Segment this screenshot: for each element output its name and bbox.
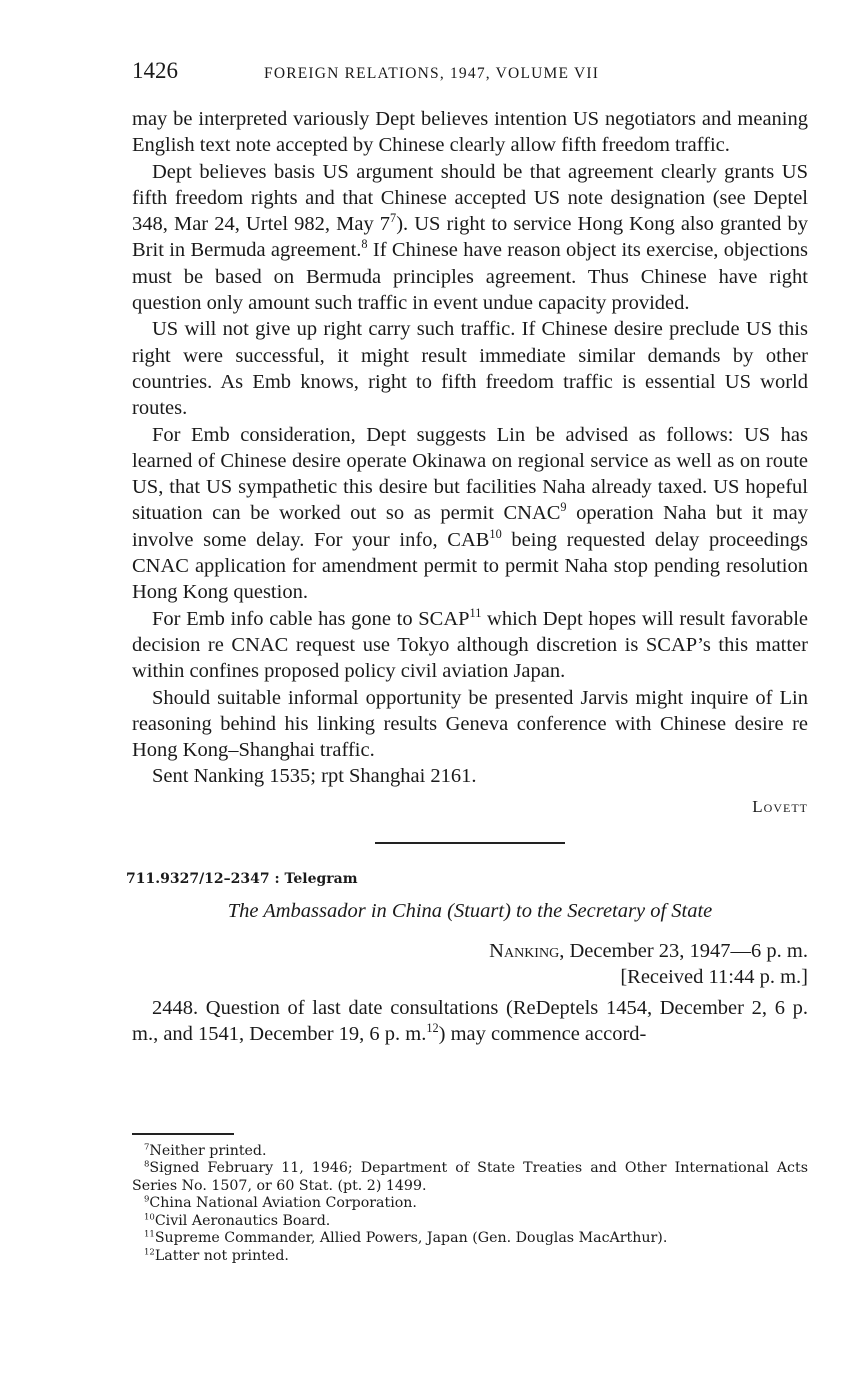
- paragraph-text: US will not give up right carry such traffic. If Chinese desire preclude US this right were successful, it might result immediate similar demands by other countries. As Emb knows, right to fifth freedom traffic is essential US world routes.: [132, 318, 808, 420]
- paragraph-text: Should suitable informal opportunity be presented Jarvis might inquire of Lin reasoning behind his linking results Geneva conference with Chinese desire re Hong Kong–Shanghai traffic.: [132, 686, 808, 762]
- paragraph-text: being requested delay proceedings CNAC application for amendment permit to permit Naha stop pending resolution Hong Kong question.: [132, 528, 808, 604]
- footnote-mark: 8: [144, 1159, 150, 1170]
- dateline: [132, 938, 808, 964]
- footnote-text: Supreme Commander, Allied Powers, Japan (Gen. Douglas MacArthur).: [154, 1230, 668, 1246]
- footnote-ref: 12: [426, 1021, 439, 1036]
- footnote: [132, 1230, 808, 1248]
- signature: Lovett: [752, 796, 808, 816]
- footnotes: [132, 1133, 808, 1265]
- document-title: The Ambassador in China (Stuart) to the Secretary of State: [227, 899, 713, 922]
- paragraph: [132, 159, 808, 317]
- footnote: [132, 1143, 808, 1161]
- file-number: 711.9327/12–2347 : Telegram: [126, 870, 358, 887]
- paragraph: [132, 763, 808, 789]
- footnote-text: China National Aviation Corporation.: [149, 1195, 417, 1211]
- dateline-date: , December 23, 1947—6 p. m.: [559, 940, 808, 963]
- paragraph-text: For Emb info cable has gone to SCAP: [152, 607, 470, 630]
- footnote: [132, 1160, 808, 1195]
- page-number: 1426: [132, 58, 178, 83]
- dateline-place: Nanking: [489, 940, 560, 963]
- paragraph-text: Sent Nanking 1535; rpt Shanghai 2161.: [152, 765, 477, 788]
- footnote: [132, 1213, 808, 1231]
- section-divider: [375, 842, 565, 844]
- paragraph-text: For Emb consideration, Dept suggests Lin be advised as follows: US has learned of Chinese desire operate Okinawa on regional service as well as on route US, that US sympathetic this desire but facilities Naha already taxed. US hopeful situation can be worked out so as permit CNAC: [132, 423, 808, 525]
- footnote-text: Signed February 11, 1946; Department of State Treaties and Other International Acts Series No. 1507, or 60 Stat. (pt. 2) 1499.: [132, 1160, 808, 1194]
- footnote-mark: 12: [144, 1246, 155, 1257]
- paragraph-text: 2448. Question of last date consultations (ReDeptels 1454, December 2, 6 p. m., and 1541, December 19, 6 p. m.: [132, 996, 808, 1045]
- footnote-divider: [132, 1133, 234, 1135]
- received-line: [Received 11:44 p. m.]: [620, 966, 808, 989]
- footnote-text: Latter not printed.: [154, 1247, 289, 1264]
- footnote-ref: 7: [390, 211, 397, 226]
- footnote-mark: 7: [144, 1141, 150, 1152]
- paragraph-text: operation Naha but it may involve some delay. For your info, CAB: [132, 502, 808, 551]
- paragraph-text: ) may commence accord-: [438, 1023, 647, 1045]
- footnote-mark: 10: [144, 1211, 155, 1222]
- body-text: [126, 106, 809, 1047]
- footnote: [132, 1248, 808, 1266]
- footnote-mark: 9: [144, 1194, 150, 1205]
- paragraph: [132, 685, 808, 764]
- paragraph: [132, 606, 808, 685]
- footnote-ref: 9: [560, 500, 567, 515]
- paragraph-text: which Dept hopes will result favorable decision re CNAC request use Tokyo although discretion is SCAP’s this matter within confines proposed policy civil aviation Japan.: [132, 607, 808, 683]
- paragraph-text: Dept believes basis US argument should be that agreement clearly grants US fifth freedom rights and that Chinese accepted US note designation (see Deptel 348, Mar 24, Urtel 982, May 7: [132, 160, 808, 236]
- footnote-text: Neither printed.: [149, 1142, 267, 1159]
- paragraph: [132, 995, 808, 1048]
- page-header: [132, 58, 808, 92]
- footnote: [132, 1195, 808, 1213]
- footnote-text: Civil Aeronautics Board.: [154, 1212, 331, 1229]
- paragraph: [132, 316, 808, 421]
- footnote-ref: 10: [489, 526, 502, 541]
- paragraph: [132, 106, 808, 159]
- running-head: FOREIGN RELATIONS, 1947, VOLUME VII: [264, 65, 600, 82]
- footnote-mark: 11: [144, 1229, 155, 1240]
- footnote-ref: 8: [361, 237, 368, 252]
- paragraph-text: ). US right to service Hong Kong also granted by Brit in Bermuda agreement.: [132, 213, 809, 262]
- paragraph: [132, 422, 808, 606]
- paragraph-text: If Chinese have reason object its exercise, objections must be based on Bermuda principles agreement. Thus Chinese have right question only amount such traffic in event undue capacity provided.: [132, 239, 809, 315]
- footnote-ref: 11: [469, 605, 482, 620]
- paragraph-text: may be interpreted variously Dept believes intention US negotiators and meaning English text note accepted by Chinese clearly allow fifth freedom traffic.: [132, 108, 808, 157]
